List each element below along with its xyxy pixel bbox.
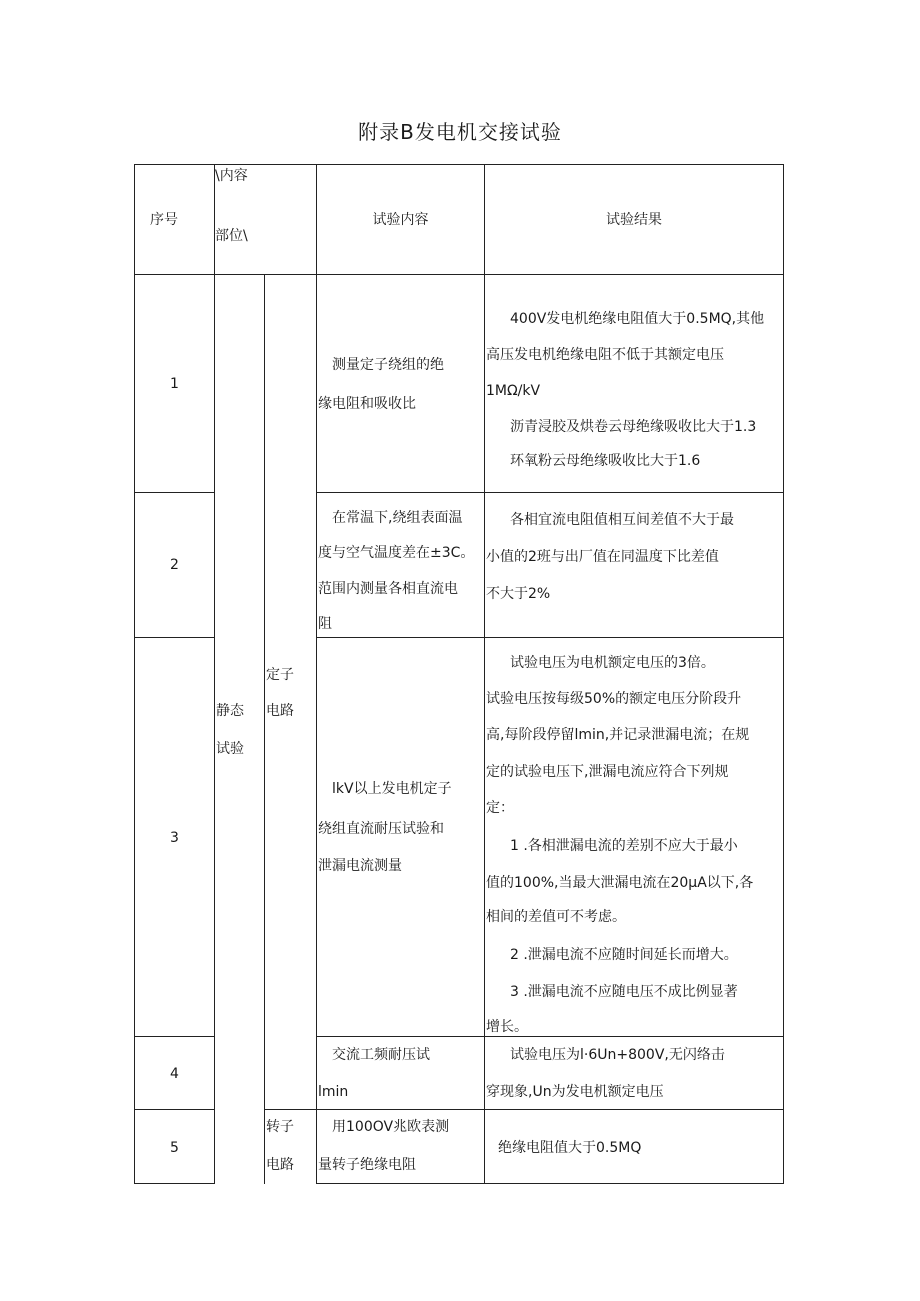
row-divider: [264, 1109, 784, 1110]
row3-result-line: 定：: [486, 800, 514, 816]
row2-result-line: 不大于2%: [486, 586, 551, 602]
header-diagonal-bottom: 部位\: [215, 228, 248, 244]
row3-result-line: 高,每阶段停留lmin,并记录泄漏电流；在规: [486, 727, 750, 743]
row1-result-line: 1MΩ/kV: [486, 383, 541, 399]
row3-result-line: 相间的差值可不考虑。: [486, 909, 626, 925]
row2-seq: 2: [170, 557, 179, 573]
row1-result-line: 沥青浸胶及烘卷云母绝缘吸收比大于1.3: [510, 419, 757, 435]
row5-result-line: 绝缘电阻值大于0.5MQ: [498, 1140, 642, 1156]
row1-content-line: 测量定子绕组的绝: [332, 357, 444, 373]
row2-content-line: 度与空气温度差在±3C。: [318, 545, 475, 561]
row3-result-line: 2 .泄漏电流不应随时间延长而增大。: [510, 947, 738, 963]
row2-result-line: 各相宜流电阻值相互间差值不大于最: [510, 512, 734, 528]
row1-result-line: 400V发电机绝缘电阻值大于0.5MQ,其他: [510, 311, 765, 327]
row3-result-line: 定的试验电压下,泄漏电流应符合下列规: [486, 764, 729, 780]
column-divider: [484, 164, 485, 1184]
row4-result-line: 试验电压为l·6Un+800V,无闪络击: [510, 1047, 725, 1063]
row2-result-line: 小值的2班与出厂值在同温度下比差值: [486, 549, 719, 565]
row4-content-line: lmin: [318, 1084, 349, 1100]
row3-result-line: 值的100%,当最大泄漏电流在20μA以下,各: [486, 875, 754, 891]
header-result: 试验结果: [606, 212, 662, 228]
row2-content-line: 范围内测量各相直流电: [318, 581, 458, 597]
row3-content-line: 绕组直流耐压试验和: [318, 821, 444, 837]
category-static-line2: 试验: [216, 741, 244, 757]
row-divider: [316, 1036, 784, 1037]
row-divider: [134, 1036, 214, 1037]
row2-content-line: 阻: [318, 616, 332, 632]
row2-content-line: 在常温下,绕组表面温: [332, 510, 463, 526]
column-divider: [264, 274, 265, 1184]
row4-seq: 4: [170, 1066, 179, 1082]
row4-content-line: 交流工频耐压试: [332, 1047, 430, 1063]
row-divider: [316, 492, 784, 493]
category-stator-line2: 电路: [266, 703, 294, 719]
header-divider: [134, 274, 784, 275]
row1-content-line: 缘电阻和吸收比: [318, 396, 416, 412]
row-divider: [134, 492, 214, 493]
header-content: 试验内容: [372, 212, 429, 228]
table-border-bottom: [134, 1183, 214, 1184]
page-title: 附录B发电机交接试验: [358, 120, 562, 144]
row3-seq: 3: [170, 830, 179, 846]
column-divider: [214, 164, 215, 1184]
row5-content-line: 量转子绝缘电阻: [318, 1157, 416, 1173]
row5-content-line: 用100OV兆欧表测: [332, 1119, 450, 1135]
row4-result-line: 穿现象,Un为发电机额定电压: [486, 1084, 664, 1100]
row1-seq: 1: [170, 376, 179, 392]
table-border-left: [134, 164, 135, 1184]
category-rotor-line1: 转子: [266, 1119, 294, 1135]
category-rotor-line2: 电路: [266, 1157, 294, 1173]
row5-seq: 5: [170, 1140, 179, 1156]
row3-content-line: lkV以上发电机定子: [332, 781, 452, 797]
row3-result-line: 试验电压为电机额定电压的3倍。: [510, 655, 715, 671]
category-static-line1: 静态: [216, 703, 244, 719]
row-divider: [134, 637, 214, 638]
row3-result-line: 试验电压按每级50%的额定电压分阶段升: [486, 691, 742, 707]
category-stator-line1: 定子: [266, 667, 294, 683]
header-diagonal-top: \内容: [215, 168, 248, 184]
row1-result-line: 高压发电机绝缘电阻不低于其额定电压: [486, 347, 724, 363]
row-divider: [316, 637, 784, 638]
row3-result-line: 1 .各相泄漏电流的差别不应大于最小: [510, 838, 738, 854]
row3-result-line: 增长。: [486, 1019, 528, 1035]
table-border-bottom: [316, 1183, 784, 1184]
row3-content-line: 泄漏电流测量: [318, 858, 402, 874]
row3-result-line: 3 .泄漏电流不应随电压不成比例显著: [510, 984, 738, 1000]
column-divider: [316, 164, 317, 1184]
row-divider: [134, 1109, 214, 1110]
row1-result-line: 环氧粉云母绝缘吸收比大于1.6: [510, 453, 701, 469]
table-border-top: [134, 164, 784, 165]
table-border-right: [783, 164, 784, 1184]
header-seq: 序号: [150, 212, 178, 228]
